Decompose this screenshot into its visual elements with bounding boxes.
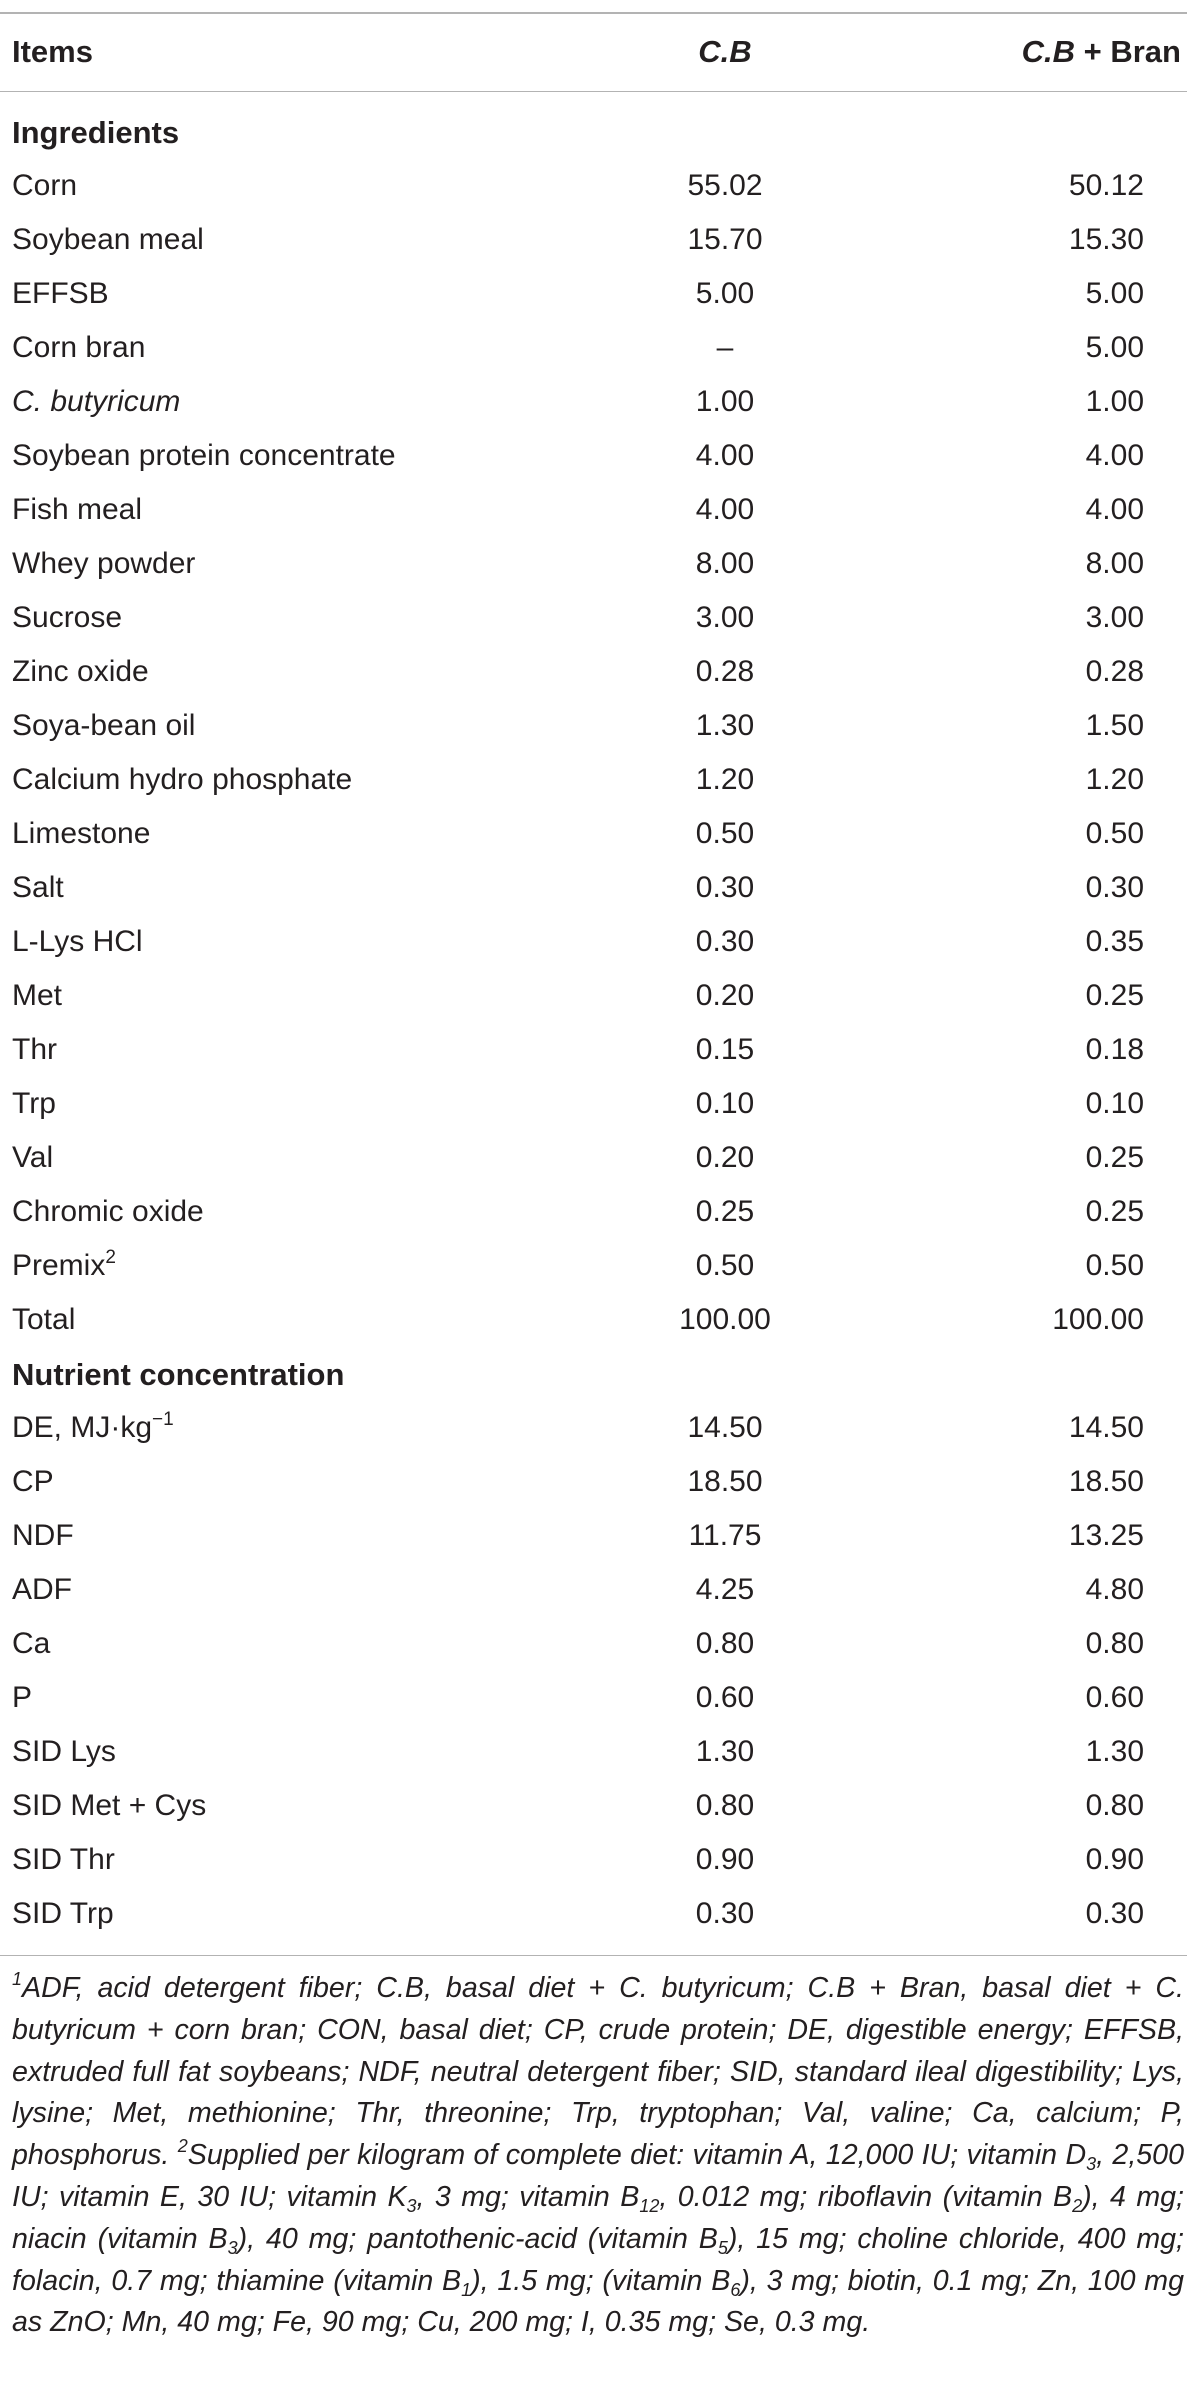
cb-bran-value: 0.60	[1085, 1681, 1144, 1714]
cb-bran-value: 0.25	[1085, 979, 1144, 1012]
row-label: Fish meal	[12, 493, 143, 526]
row-label: Sucrose	[12, 601, 123, 634]
row-label: Corn	[12, 169, 78, 202]
cb-value: 1.30	[695, 1735, 755, 1768]
table-row	[0, 1187, 1187, 1241]
table-row	[0, 1295, 1187, 1349]
table-top-rule	[0, 12, 1187, 14]
footnote-marker-1: 1	[12, 1969, 23, 1989]
row-label: Soybean meal	[12, 223, 204, 256]
subscript: 1	[461, 2279, 472, 2300]
table-footnote	[12, 1968, 1184, 2344]
table-row	[0, 809, 1187, 863]
subscript: 3	[1086, 2154, 1097, 2175]
row-label: L-Lys HCl	[12, 925, 143, 958]
cb-value: 55.02	[687, 169, 763, 202]
footnote-premix-text: , 2,500 IU; vitamin E, 30 IU; vitamin K	[12, 2139, 1184, 2213]
cb-value: 11.75	[688, 1519, 762, 1552]
row-label: ADF	[12, 1573, 72, 1606]
cb-bran-value: 5.00	[1085, 331, 1144, 364]
table-row	[0, 215, 1187, 269]
cb-bran-value: 0.80	[1085, 1627, 1144, 1660]
footnote-premix-text: , 0.012 mg; riboflavin (vitamin B	[659, 2180, 1073, 2213]
table-header-row	[0, 24, 1187, 80]
table-row	[0, 539, 1187, 593]
cb-value: 0.50	[695, 1249, 755, 1282]
cb-value: 0.25	[695, 1195, 755, 1228]
header-cb-bran-suffix: + Bran	[1075, 34, 1181, 69]
table-row	[0, 593, 1187, 647]
table-row	[0, 1727, 1187, 1781]
cb-value: 0.80	[695, 1789, 755, 1822]
cb-bran-value: 8.00	[1085, 547, 1144, 580]
cb-bran-value: 0.90	[1085, 1843, 1144, 1876]
cb-bran-value: 0.25	[1085, 1195, 1144, 1228]
cb-bran-value: 0.30	[1085, 871, 1144, 904]
footnote-marker-2: 2	[177, 2136, 188, 2157]
table-row	[0, 1025, 1187, 1079]
row-label: Salt	[12, 871, 64, 904]
cb-value: 0.20	[695, 979, 755, 1012]
table-row	[0, 1619, 1187, 1673]
row-label: NDF	[12, 1519, 74, 1552]
footnote-premix-text: ), 4 mg; niacin (vitamin B	[12, 2180, 1184, 2255]
header-cb-bran-prefix: C.B	[1021, 34, 1076, 69]
table-row	[0, 1079, 1187, 1133]
row-label: Soybean protein concentrate	[12, 439, 396, 472]
subscript: 12	[639, 2195, 660, 2216]
row-label	[12, 1249, 116, 1283]
cb-bran-value: 0.35	[1085, 925, 1144, 958]
cb-bran-value: 18.50	[1068, 1465, 1144, 1498]
cb-value: 0.60	[695, 1681, 755, 1714]
cb-bran-value: 14.50	[1068, 1411, 1144, 1444]
cb-value: 0.50	[695, 817, 755, 850]
cb-bran-value: 0.50	[1085, 1249, 1144, 1282]
cb-bran-value: 4.00	[1085, 493, 1144, 526]
premix-label: Premix	[12, 1249, 106, 1282]
row-label: SID Lys	[12, 1735, 116, 1768]
table-row	[0, 1133, 1187, 1187]
cb-bran-value: 5.00	[1085, 277, 1144, 310]
cb-value: 0.30	[695, 925, 755, 958]
cb-value: 1.30	[695, 709, 755, 742]
row-label: SID Trp	[12, 1897, 114, 1930]
table-row	[0, 1889, 1187, 1943]
cb-value: 0.15	[695, 1033, 755, 1066]
table-row	[0, 647, 1187, 701]
section-label: Nutrient concentration	[12, 1357, 345, 1392]
table-row	[0, 1673, 1187, 1727]
table-row	[0, 377, 1187, 431]
cb-bran-value: 4.80	[1085, 1573, 1144, 1606]
row-label: P	[12, 1681, 33, 1714]
cb-value: 3.00	[695, 601, 755, 634]
cb-value: 4.25	[695, 1573, 755, 1606]
section-ingredients	[0, 107, 1187, 161]
table-row	[0, 917, 1187, 971]
header-rule	[0, 91, 1187, 92]
table-row	[0, 1403, 1187, 1457]
cb-value: –	[716, 331, 734, 364]
footnote-premix-text: ), 3 mg; biotin, 0.1 mg; Zn, 100 mg as ZnO; Mn, 40 mg; Fe, 90 mg; Cu, 200 mg; I, 0.35 mg; Se, 0.3 mg.	[12, 2264, 1185, 2339]
cb-value: 0.90	[695, 1843, 755, 1876]
section-label: Ingredients	[12, 115, 180, 150]
row-label: Limestone	[12, 817, 151, 850]
cb-value: 1.00	[695, 385, 755, 418]
cb-value: 1.20	[695, 763, 755, 796]
row-label: Thr	[12, 1033, 57, 1066]
table-row	[0, 1457, 1187, 1511]
row-label: Trp	[12, 1087, 56, 1120]
cb-value: 8.00	[695, 547, 755, 580]
cb-value: 15.70	[687, 223, 763, 256]
subscript: 3	[406, 2195, 417, 2216]
row-label: Met	[12, 979, 63, 1012]
table-row	[0, 1781, 1187, 1835]
cb-bran-value: 0.18	[1085, 1033, 1144, 1066]
cb-bran-value: 1.50	[1085, 709, 1144, 742]
cb-value: 18.50	[687, 1465, 763, 1498]
table-row	[0, 971, 1187, 1025]
table-row	[0, 323, 1187, 377]
cb-bran-value: 1.30	[1085, 1735, 1144, 1768]
cb-bran-value: 0.80	[1085, 1789, 1144, 1822]
subscript: 5	[717, 2237, 728, 2258]
table-row	[0, 1565, 1187, 1619]
table-row	[0, 863, 1187, 917]
row-label: SID Thr	[12, 1843, 115, 1876]
row-label: Corn bran	[12, 331, 146, 364]
cb-bran-value: 0.28	[1085, 655, 1144, 688]
cb-value: 100.00	[679, 1303, 771, 1336]
cb-bran-value: 3.00	[1085, 601, 1144, 634]
premix-footnote-marker: 2	[105, 1247, 116, 1268]
cb-value: 0.28	[695, 655, 755, 688]
cb-value: 0.80	[695, 1627, 755, 1660]
cb-bran-value: 0.10	[1085, 1087, 1144, 1120]
footnote-premix-text: Supplied per kilogram of complete diet: vitamin A, 12,000 IU; vitamin D	[187, 2139, 1087, 2172]
cb-bran-value: 50.12	[1068, 169, 1144, 202]
table-row	[0, 1241, 1187, 1295]
row-label: Zinc oxide	[12, 655, 149, 688]
cb-bran-value: 100.00	[1052, 1303, 1144, 1336]
cb-bran-value: 0.50	[1085, 817, 1144, 850]
cb-bran-value: 1.20	[1085, 763, 1144, 796]
cb-bran-value: 0.25	[1085, 1141, 1144, 1174]
row-label: Total	[12, 1303, 76, 1336]
cb-value: 0.30	[695, 1897, 755, 1930]
row-label	[12, 1411, 174, 1445]
row-label: Soya-bean oil	[12, 709, 196, 742]
row-label: C. butyricum	[12, 385, 181, 418]
cb-bran-value: 0.30	[1085, 1897, 1144, 1930]
cb-value: 14.50	[687, 1411, 763, 1444]
cb-bran-value: 1.00	[1085, 385, 1144, 418]
cb-bran-value: 15.30	[1068, 223, 1144, 256]
row-label: Whey powder	[12, 547, 196, 580]
footnote-premix-text: ), 1.5 mg; (vitamin B	[471, 2264, 731, 2297]
table-row	[0, 161, 1187, 215]
row-label: SID Met + Cys	[12, 1789, 207, 1822]
footnote-abbreviations: ADF, acid detergent fiber; C.B, basal diet + C. butyricum; C.B + Bran, basal diet + C. butyricum + corn bran; CON, basal diet; CP, crude protein; DE, digestible energy; EFFSB, extruded full fat soybeans; NDF, neutral detergent fiber; SID, standard ileal digestibility; Lys, lysine; Met, methionine; Thr, threonine; Trp, tryptophan; Val, valine; Ca, calcium; P, phosphorus.	[12, 1972, 1184, 2172]
table-row	[0, 1835, 1187, 1889]
cb-value: 5.00	[695, 277, 755, 310]
cb-value: 0.30	[695, 871, 755, 904]
table-row	[0, 431, 1187, 485]
table-row	[0, 269, 1187, 323]
cb-value: 4.00	[695, 439, 755, 472]
de-label: DE, MJ·kg	[12, 1411, 153, 1444]
subscript: 2	[1072, 2195, 1083, 2216]
subscript: 3	[227, 2237, 238, 2258]
cb-bran-value: 4.00	[1085, 439, 1144, 472]
section-nutrients	[0, 1349, 1187, 1403]
footnote-premix-text: ), 15 mg; choline chloride, 400 mg; folacin, 0.7 mg; thiamine (vitamin B	[12, 2222, 1185, 2297]
cb-value: 4.00	[695, 493, 755, 526]
cb-value: 0.20	[695, 1141, 755, 1174]
header-items: Items	[12, 34, 93, 69]
table-bottom-rule	[0, 1955, 1187, 1956]
table-row	[0, 1511, 1187, 1565]
header-cb: C.B	[698, 34, 752, 69]
cb-value: 0.10	[695, 1087, 755, 1120]
row-label: Val	[12, 1141, 54, 1174]
header-cb-bran	[1022, 34, 1181, 70]
footnote-premix-text: ), 40 mg; pantothenic-acid (vitamin B	[237, 2222, 718, 2255]
table-row	[0, 701, 1187, 755]
table-row	[0, 755, 1187, 809]
row-label: Calcium hydro phosphate	[12, 763, 353, 796]
row-label: EFFSB	[12, 277, 109, 310]
footnote-premix-text: , 3 mg; vitamin B	[416, 2180, 640, 2213]
table-row	[0, 485, 1187, 539]
row-label: Chromic oxide	[12, 1195, 204, 1228]
row-label: CP	[12, 1465, 54, 1498]
row-label: Ca	[12, 1627, 51, 1660]
cb-bran-value: 13.25	[1068, 1519, 1144, 1552]
de-unit-exponent: −1	[152, 1409, 174, 1430]
subscript: 6	[730, 2279, 741, 2300]
